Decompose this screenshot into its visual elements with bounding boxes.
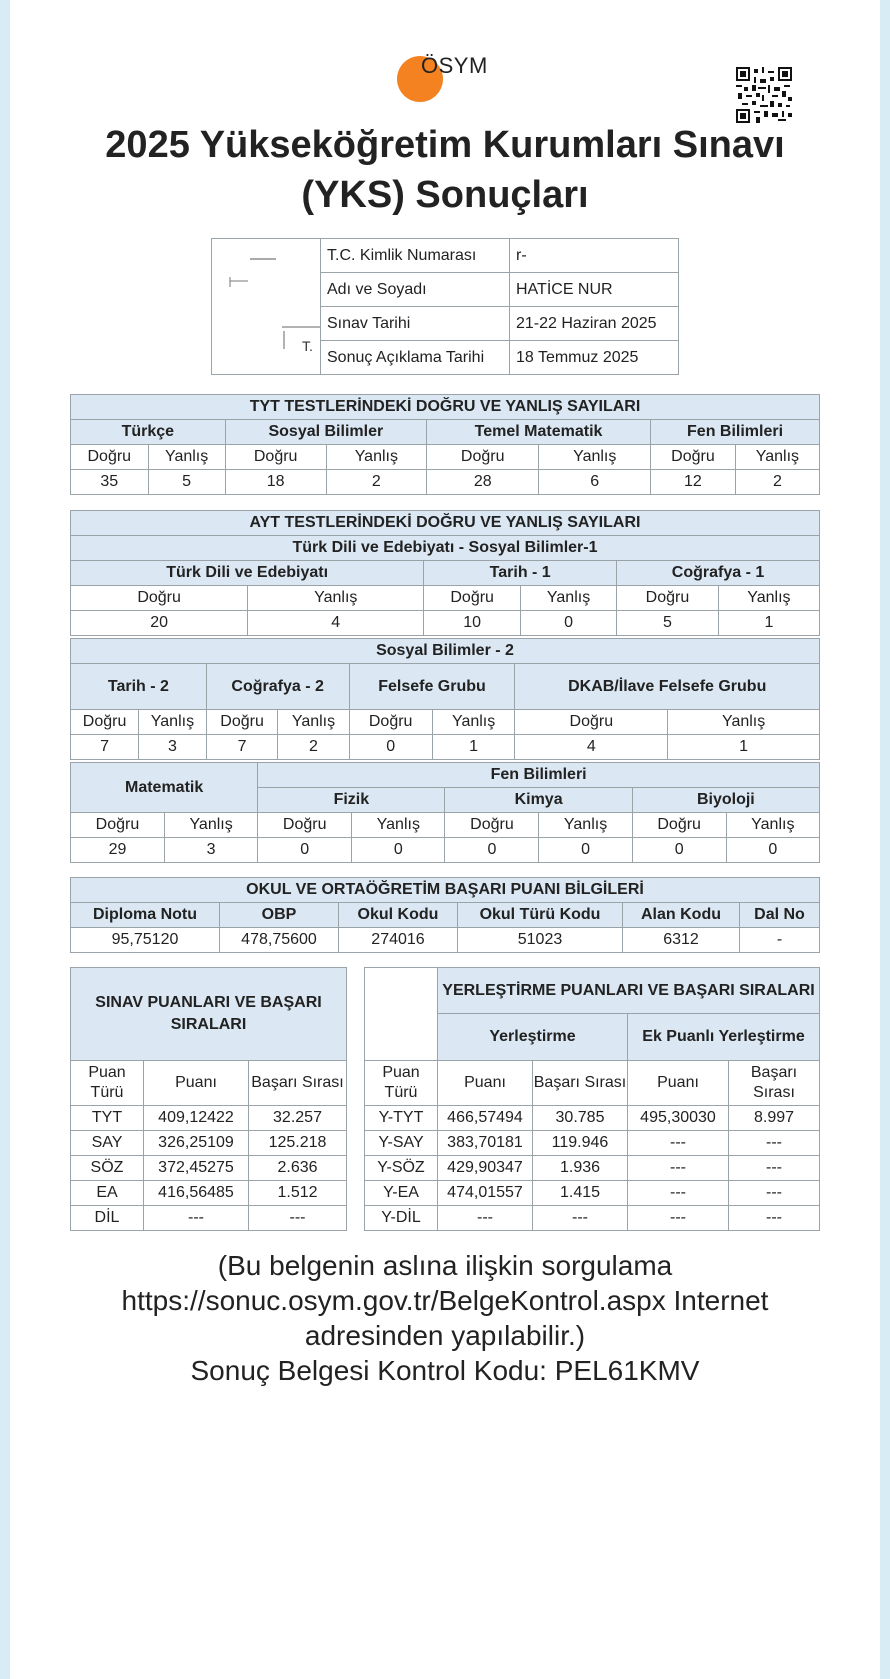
yer-cell: --- — [729, 1206, 820, 1231]
candidate-photo — [212, 239, 321, 375]
yanlis-label: Yanlış — [278, 710, 349, 735]
identity-table — [211, 238, 679, 375]
col-header: Puanı — [628, 1061, 729, 1106]
ayt-value: 0 — [445, 838, 539, 863]
ayt-value: 3 — [164, 838, 257, 863]
sinav-cell: 2.636 — [249, 1156, 347, 1181]
fen-header: Fen Bilimleri — [258, 763, 820, 788]
yer-cell: Y-SÖZ — [365, 1156, 438, 1181]
sinav-cell: 125.218 — [249, 1131, 347, 1156]
ayt-value: 0 — [521, 611, 617, 636]
okul-value: 274016 — [339, 928, 458, 953]
page-title-line2: (YKS) Sonuçları — [301, 174, 589, 216]
ayt-table-part3 — [70, 762, 820, 863]
okul-value: - — [740, 928, 820, 953]
matematik-header: Matematik — [71, 763, 258, 813]
yanlis-label: Yanlış — [352, 813, 445, 838]
sinav-cell: 409,12422 — [144, 1106, 249, 1131]
ayt-value: 3 — [139, 735, 207, 760]
ayt-value: 10 — [424, 611, 521, 636]
yer-cell: Y-TYT — [365, 1106, 438, 1131]
yerlestirme-title: YERLEŞTİRME PUANLARI VE BAŞARI SIRALARI — [438, 968, 820, 1014]
exam-date-value: 21-22 Haziran 2025 — [510, 307, 679, 341]
dogru-label: Doğru — [427, 445, 539, 470]
yer-cell: 30.785 — [533, 1106, 628, 1131]
sinav-cell: 372,45275 — [144, 1156, 249, 1181]
ayt-subject: Coğrafya - 1 — [617, 561, 820, 586]
ayt-value: 29 — [71, 838, 165, 863]
yer-cell: --- — [533, 1206, 628, 1231]
tyt-value: 2 — [326, 470, 426, 495]
tyt-value: 35 — [71, 470, 149, 495]
ayt-subject: DKAB/İlave Felsefe Grubu — [515, 664, 820, 710]
okul-table — [70, 877, 820, 953]
dogru-label: Doğru — [71, 813, 165, 838]
ayt-subject: Tarih - 2 — [71, 664, 207, 710]
ayt-value: 7 — [71, 735, 139, 760]
sinav-cell: 1.512 — [249, 1181, 347, 1206]
ayt-value: 1 — [718, 611, 819, 636]
yer-cell: --- — [628, 1131, 729, 1156]
okul-header: Okul Türü Kodu — [458, 903, 623, 928]
yer-cell: --- — [729, 1156, 820, 1181]
footer-line3: adresinden yapılabilir.) — [304, 1320, 586, 1351]
ayt-section2: Sosyal Bilimler - 2 — [71, 639, 820, 664]
dogru-label: Doğru — [515, 710, 668, 735]
tyt-value: 6 — [539, 470, 651, 495]
okul-header: OBP — [220, 903, 339, 928]
yanlis-label: Yanlış — [539, 445, 651, 470]
logo-text: ÖSYM — [421, 53, 488, 78]
osym-logo — [387, 49, 507, 104]
yer-cell: --- — [628, 1156, 729, 1181]
dogru-label: Doğru — [349, 710, 432, 735]
footer-url-line: https://sonuc.osym.gov.tr/BelgeKontrol.aspx Internet — [121, 1285, 769, 1316]
yer-cell: 383,70181 — [438, 1131, 533, 1156]
tyt-table — [70, 394, 820, 495]
tyt-subject: Temel Matematik — [427, 420, 651, 445]
page-title-line1: 2025 Yükseköğretim Kurumları Sınavı — [105, 124, 785, 166]
sinav-cell: SAY — [71, 1131, 144, 1156]
tyt-value: 28 — [427, 470, 539, 495]
yer-cell: 429,90347 — [438, 1156, 533, 1181]
announce-date-value: 18 Temmuz 2025 — [510, 341, 679, 375]
sinav-cell: --- — [144, 1206, 249, 1231]
okul-header: Okul Kodu — [339, 903, 458, 928]
sinav-cell: DİL — [71, 1206, 144, 1231]
photo-text: T. — [302, 338, 313, 354]
announce-date-label: Sonuç Açıklama Tarihi — [321, 341, 510, 375]
dogru-label: Doğru — [206, 710, 278, 735]
ayt-value: 4 — [248, 611, 424, 636]
okul-header: Dal No — [740, 903, 820, 928]
yanlis-label: Yanlış — [326, 445, 426, 470]
okul-header: Diploma Notu — [71, 903, 220, 928]
dogru-label: Doğru — [617, 586, 719, 611]
tyt-value: 2 — [735, 470, 819, 495]
yanlis-label: Yanlış — [164, 813, 257, 838]
ayt-subject: Türk Dili ve Edebiyatı — [71, 561, 424, 586]
ayt-value: 5 — [617, 611, 719, 636]
okul-value: 51023 — [458, 928, 623, 953]
dogru-label: Doğru — [71, 445, 149, 470]
yanlis-label: Yanlış — [248, 586, 424, 611]
yanlis-label: Yanlış — [668, 710, 820, 735]
ayt-value: 20 — [71, 611, 248, 636]
col-header: Puan Türü — [365, 1061, 438, 1106]
ayt-value: 0 — [352, 838, 445, 863]
ayt-value: 0 — [258, 838, 352, 863]
yer-cell: --- — [438, 1206, 533, 1231]
yer-cell: 495,30030 — [628, 1106, 729, 1131]
exam-date-label: Sınav Tarihi — [321, 307, 510, 341]
yanlis-label: Yanlış — [521, 586, 617, 611]
yanlis-label: Yanlış — [718, 586, 819, 611]
group-header: Yerleştirme — [438, 1014, 628, 1061]
ayt-value: 0 — [726, 838, 819, 863]
tyt-subject: Fen Bilimleri — [651, 420, 820, 445]
ayt-table-part2 — [70, 638, 820, 760]
ayt-subject: Kimya — [445, 788, 632, 813]
control-code: Sonuç Belgesi Kontrol Kodu: PEL61KMV — [190, 1355, 700, 1386]
yanlis-label: Yanlış — [726, 813, 819, 838]
qr-code-icon — [736, 67, 792, 123]
ayt-subject: Fizik — [258, 788, 445, 813]
sinav-cell: 32.257 — [249, 1106, 347, 1131]
sinav-cell: 326,25109 — [144, 1131, 249, 1156]
yer-cell: 1.415 — [533, 1181, 628, 1206]
ayt-subject: Coğrafya - 2 — [206, 664, 349, 710]
tyt-value: 12 — [651, 470, 736, 495]
ayt-value: 0 — [539, 838, 632, 863]
name-label: Adı ve Soyadı — [321, 273, 510, 307]
yanlis-label: Yanlış — [139, 710, 207, 735]
tyt-value: 5 — [148, 470, 225, 495]
ayt-value: 1 — [432, 735, 515, 760]
tyt-subject: Sosyal Bilimler — [225, 420, 426, 445]
sinav-puanlari-table — [70, 967, 347, 1231]
tc-label: T.C. Kimlik Numarası — [321, 239, 510, 273]
yanlis-label: Yanlış — [148, 445, 225, 470]
empty-cell — [365, 968, 438, 1061]
sinav-title: SINAV PUANLARI VE BAŞARI SIRALARI — [71, 968, 347, 1061]
col-header: Başarı Sırası — [533, 1061, 628, 1106]
okul-value: 478,75600 — [220, 928, 339, 953]
photo-placeholder-icon — [212, 239, 320, 369]
ayt-value: 0 — [632, 838, 726, 863]
name-value: HATİCE NUR — [510, 273, 679, 307]
yanlis-label: Yanlış — [539, 813, 632, 838]
ayt-subject: Felsefe Grubu — [349, 664, 515, 710]
ayt-title: AYT TESTLERİNDEKİ DOĞRU VE YANLIŞ SAYILARI — [71, 511, 820, 536]
yer-cell: 8.997 — [729, 1106, 820, 1131]
col-header: Başarı Sırası — [729, 1061, 820, 1106]
yer-cell: Y-SAY — [365, 1131, 438, 1156]
sinav-cell: TYT — [71, 1106, 144, 1131]
dogru-label: Doğru — [71, 586, 248, 611]
yer-cell: 474,01557 — [438, 1181, 533, 1206]
tyt-value: 18 — [225, 470, 326, 495]
dogru-label: Doğru — [258, 813, 352, 838]
col-header: Puanı — [438, 1061, 533, 1106]
tc-value: r- — [510, 239, 679, 273]
sinav-cell: EA — [71, 1181, 144, 1206]
ayt-value: 1 — [668, 735, 820, 760]
col-header: Puan Türü — [71, 1061, 144, 1106]
col-header: Başarı Sırası — [249, 1061, 347, 1106]
yer-cell: --- — [628, 1206, 729, 1231]
sinav-cell: --- — [249, 1206, 347, 1231]
ayt-subject: Biyoloji — [632, 788, 819, 813]
yanlis-label: Yanlış — [432, 710, 515, 735]
tyt-subject: Türkçe — [71, 420, 226, 445]
ayt-section1: Türk Dili ve Edebiyatı - Sosyal Bilimler-1 — [71, 536, 820, 561]
group-header: Ek Puanlı Yerleştirme — [628, 1014, 820, 1061]
yer-cell: --- — [628, 1181, 729, 1206]
yerlestirme-table — [364, 967, 820, 1231]
yer-cell: --- — [729, 1181, 820, 1206]
dogru-label: Doğru — [651, 445, 736, 470]
ayt-table-part1 — [70, 510, 820, 636]
okul-value: 6312 — [623, 928, 740, 953]
ayt-subject: Tarih - 1 — [424, 561, 617, 586]
yer-cell: --- — [729, 1131, 820, 1156]
yer-cell: Y-DİL — [365, 1206, 438, 1231]
yer-cell: 1.936 — [533, 1156, 628, 1181]
okul-header: Alan Kodu — [623, 903, 740, 928]
sinav-cell: SÖZ — [71, 1156, 144, 1181]
dogru-label: Doğru — [424, 586, 521, 611]
dogru-label: Doğru — [632, 813, 726, 838]
dogru-label: Doğru — [71, 710, 139, 735]
okul-title: OKUL VE ORTAÖĞRETİM BAŞARI PUANI BİLGİLERİ — [71, 878, 820, 903]
dogru-label: Doğru — [225, 445, 326, 470]
yer-cell: Y-EA — [365, 1181, 438, 1206]
yer-cell: 119.946 — [533, 1131, 628, 1156]
ayt-value: 2 — [278, 735, 349, 760]
sinav-cell: 416,56485 — [144, 1181, 249, 1206]
okul-value: 95,75120 — [71, 928, 220, 953]
ayt-value: 4 — [515, 735, 668, 760]
ayt-value: 0 — [349, 735, 432, 760]
ayt-value: 7 — [206, 735, 278, 760]
col-header: Puanı — [144, 1061, 249, 1106]
yer-cell: 466,57494 — [438, 1106, 533, 1131]
footer-line1: (Bu belgenin aslına ilişkin sorgulama — [217, 1250, 673, 1281]
dogru-label: Doğru — [445, 813, 539, 838]
tyt-title: TYT TESTLERİNDEKİ DOĞRU VE YANLIŞ SAYILARI — [71, 395, 820, 420]
yanlis-label: Yanlış — [735, 445, 819, 470]
